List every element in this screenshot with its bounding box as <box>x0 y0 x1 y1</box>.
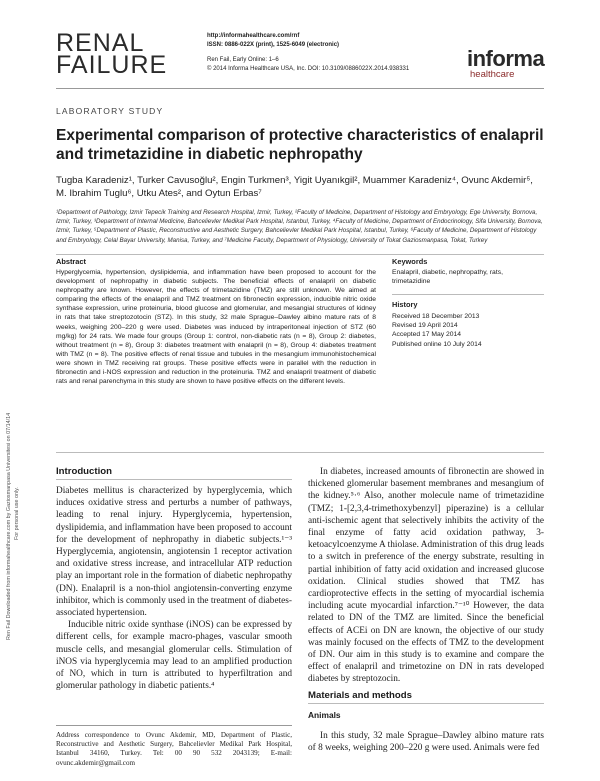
author-list <box>56 174 546 200</box>
intro-paragraph-1: Diabetes mellitus is characterized by hyperglycemia, which induces oxidative stress and perturbs a number of pathways, leading to renal injury. Hyperglycemia, hypertension, dyslipidemia, and inflammation have been proposed to account for the development of nephropathy in diabetic subjects.¹⁻³ Hyperglycemia, angiotensin, angiotensin 1 receptor activation and oxidative stress increase, and intracellular ATP reduction play an important role in the formation of diabetic nephropathy (DN). Enalapril is a non-thiol angiotensin-converting enzyme inhibitor, which is commonly used in the treatment of diabetes-associated hypertension. <box>56 486 292 619</box>
history-heading: History <box>392 300 418 309</box>
intro-body <box>56 485 292 692</box>
body-divider <box>56 452 544 453</box>
author-line-2: M. Ibrahim Tuglu⁶, Utku Ates², and Oytun Erbas⁷ <box>56 188 262 199</box>
abstract-text: Hyperglycemia, hypertension, dyslipidemia, and inflammation have been proposed to account for the development of nephropathy in diabetic subjects. The beneficial effects of enalapril on diabetic nephropathy are known. However, the effects of trimetazidine (TMZ) are still unknown. We aimed at comparing the effects of the enalapril and TMZ treatment on fibronectin expression, inducible nitric oxide synthase expression, urine proteinuria, blood glucose and glomerular, and mesangial structures of kidney in rats that take streptozotocin (STZ). In this study, 32 male Sprague–Dawley albino mature rats of 8 weeks, weighing 200–220 g were used. Diabetes was induced by intraperitoneal injection of STZ (60 mg/kg) for 24 rats. We made four groups (Group 1: control, non-diabetic rats (n = 8), Group 2: diabetes, without treatment (n = 8), Group 3: diabetes treatment with enalapril (n = 8), Group 4: diabetes treatment with TMZ (n = 8). The positive effects of renal tissue and tubules in the mesangium immunohistochemical were shown in TMZ receiving rat groups. These positive effects were in parallel with the reduction in fibronectin and i-NOS expression and reduction in the proteinuria. TMZ and enalapril treatment of diabetic rats and renal parenchyma in this study are shown to have positive effects on the different levels. <box>56 269 376 386</box>
intro-rule <box>56 479 292 480</box>
right-column-body <box>308 466 544 686</box>
issue-line: Ren Fail, Early Online: 1–6 <box>207 57 279 63</box>
keywords-heading: Keywords <box>392 257 428 266</box>
journal-meta <box>207 32 409 74</box>
abstract-heading: Abstract <box>56 257 86 266</box>
animals-paragraph: In this study, 32 male Sprague–Dawley albino mature rats of 8 weeks, weighing 200–220 g were used. Animals were fed <box>308 731 544 754</box>
author-line-1: Tugba Karadeniz¹, Turker Cavusoğlu², Engin Turkmen³, Yigit Uyanıkgil², Muammer Karadeniz⁴, Ovunc Akdemir⁵, <box>56 175 533 186</box>
journal-logo <box>56 29 168 79</box>
intro-heading: Introduction <box>56 466 112 477</box>
journal-issn: ISSN: 0886-022X (print), 1525-6049 (electronic) <box>207 42 340 48</box>
history-item: Published online 10 July 2014 <box>392 340 482 348</box>
intro-paragraph-2: Inducible nitric oxide synthase (iNOS) can be expressed by different cells, for example macro-phages, vascular smooth muscle cells, and mesangial glomerular cells. Stimulation of iNOS via hyperglycemia may lead to an amplified production of NO, which in turn is attributed to hyperfiltration and glomerular pathology in diabetic patients.⁴ <box>56 620 292 692</box>
history-item: Accepted 17 May 2014 <box>392 331 462 339</box>
journal-logo-line1: RENAL <box>56 29 145 57</box>
copyright-doi: © 2014 Informa Healthcare USA, Inc. DOI: 10.3109/0886022X.2014.938331 <box>207 66 410 72</box>
download-stamp-line2: For personal use only. <box>14 487 20 540</box>
methods-rule <box>308 703 544 704</box>
section-label: LABORATORY STUDY <box>56 106 164 116</box>
animals-body <box>308 730 544 754</box>
header-divider <box>56 88 544 89</box>
correspondence-footnote: Address correspondence to Ovunc Akdemir, MD, Department of Plastic, Reconstructive and Aesthetic Surgery, Bahcelievler Medikal Park Hospital, Istanbul 34160, Turkey. Tel: 00 90 532 2043139; E-mail: ovunc.akdemir@gmail.com <box>56 731 292 767</box>
keywords-divider <box>392 294 544 295</box>
methods-heading: Materials and methods <box>308 690 412 701</box>
journal-url[interactable]: http://informahealthcare.com/rnf <box>207 33 300 39</box>
download-stamp-line1: Ren Fail Downloaded from informahealthcare.com by Gaziosmanpasa Universitesi on 07/14/14 <box>6 412 12 640</box>
footnote-rule <box>56 725 292 726</box>
journal-logo-line2: FAILURE <box>56 51 168 79</box>
publisher-logo: informa <box>467 46 545 71</box>
affiliations: ¹Department of Pathology, Izmir Tepecik Training and Research Hospital, Izmir, Turkey, ²Faculty of Medicine, Department of Histology and Embryology, Ege University, Bornova, Izmir, Turkey, ³Department of Internal Medicine, Bahcelievler Medikal Park Hospital, Istanbul, Turkey, ⁴Faculty of Medicine, Department of Endocrinology, Sifa University, Bornova, Izmir, Turkey, ⁵Department of Plastic, Reconstructive and Aesthetic Surgery, Bahcelievler Medikal Park Hospital, Istanbul, Turkey, ⁶Faculty of Medicine, Department of Histology and Embryology, Celal Bayar University, Manisa, Turkey, and ⁷Medicine Faculty, Department of Physiology, University of Tokat Gaziosmanpasa, Tokat, Turkey <box>56 209 543 244</box>
history-list <box>392 312 544 349</box>
animals-heading: Animals <box>308 710 341 720</box>
abstract-divider <box>56 254 544 255</box>
right-paragraph-1: In diabetes, increased amounts of fibronectin are showed in thickened glomerular basement membranes and mesangium of the kidney.⁵·⁶ Also, another molecule name of trimetazidine (TMZ; 1-[2,3,4-trimethoxybenzyl] piperazine) is a cellular anti-ischemic agent that selectively inhibits the activity of the final enzyme of fatty acid oxidation pathway, 3-ketoacylcoenzyme A thiolase. Administration of this drug leads to a switch in preference of the energy substrate, resulting in partial inhibition of fatty acid oxidation and increased glucose oxidation. Clinical studies showed that TMZ has cardioprotective effects in the setting of myocardial ischemia including acute myocardial infarction.⁷⁻¹⁰ However, the data related to DN of the TMZ are limited. Since the beneficial effects of ACEi on DN are known, the objective of our study was mainly focused on the effects of TMZ to the development of DN. Our aim in this study is to examine and compare the effect of enalapril and trimetozine on DN in rats developed diabetes by streptozocin. <box>308 467 544 685</box>
history-item: Revised 19 April 2014 <box>392 322 458 330</box>
keywords-text: Enalapril, diabetic, nephropathy, rats, trimetazidine <box>392 269 503 286</box>
history-item: Received 18 December 2013 <box>392 313 480 320</box>
publisher-logo-sub: healthcare <box>470 69 515 80</box>
article-title: Experimental comparison of protective characteristics of enalapril and trimetazidine in diabetic nephropathy <box>56 127 544 163</box>
